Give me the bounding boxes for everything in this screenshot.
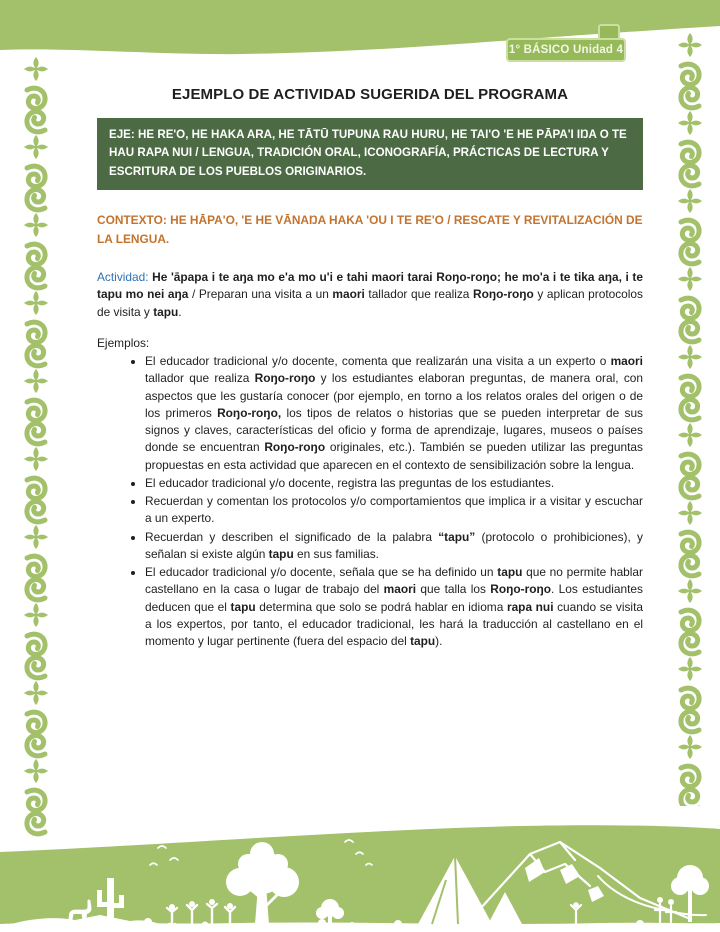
koru-border-left-icon xyxy=(22,56,50,838)
koru-border-right-icon xyxy=(676,32,704,806)
example-bullet: • El educador tradicional y/o docente, señala que se ha definido un tapu que no permite hablar castellano en la casa o lugar de trabajo del maori que talla los Roŋo-roŋo. Los estudiantes deducen que el tapu determina que solo se podrá hablar en idioma rapa nui cuando se visita a los expertos, por tanto, el educador tradicional, les hará la traducción al castellano en el momento y lugar pertinente (fuera del espacio del tapu). xyxy=(145,564,643,650)
context-heading: CONTEXTO: HE HĀPA'O, 'E HE VĀNAŊA HAKA 'OU I TE RE'O / RESCATE Y REVITALIZACIÓN DE LA LENGUA. xyxy=(97,212,643,247)
page-title: EJEMPLO DE ACTIVIDAD SUGERIDA DEL PROGRAMA xyxy=(171,86,569,103)
activity-paragraph: Actividad: He 'āpapa i te aŋa mo e'a mo u'i e tahi maori tarai Roŋo-roŋo; he mo'a i te tika aŋa, i te tapu mo nei aŋa / Preparan una visita a un maori tallador que realiza Roŋo-roŋo y aplican protocolos de visita y tapu. xyxy=(97,269,644,320)
example-bullet: • Recuerdan y comentan los protocolos y/o comportamientos que implica ir a visitar y escuchar a un experto. xyxy=(145,493,643,528)
eje-banner: EJE: HE RE'O, HE HAKA ARA, HE TĀTŪ TUPUNA RAU HURU, HE TAI'O 'E HE PĀPA'I IŊA O TE HAU RAPA NUI / LENGUA, TRADICIÓN ORAL, ICONOGRAFÍA, PRÁCTICAS DE LECTURA Y ESCRITURA DE LOS PUEBLOS ORIGINARIOS. xyxy=(97,118,643,190)
example-bullet: • Recuerdan y describen el significado de la palabra “tapu” (protocolo o prohibiciones), y señalan si existe algún tapu en sus familias. xyxy=(145,529,643,564)
example-bullet: • El educador tradicional y/o docente, registra las preguntas de los estudiantes. xyxy=(145,475,643,492)
document-content xyxy=(97,86,643,651)
examples-heading: Ejemplos: xyxy=(97,336,150,351)
unit-badge xyxy=(506,38,626,62)
unit-badge-label: 1° BÁSICO Unidad 4 xyxy=(508,44,624,56)
footer-landscape-icon xyxy=(0,820,720,932)
examples-list xyxy=(97,353,643,650)
example-bullet: • El educador tradicional y/o docente, comenta que realizarán una visita a un experto o maori tallador que realiza Roŋo-roŋo y los estudiantes elaboran preguntas, de manera oral, con aspectos que les gustaría conocer (por ejemplo, en torno a los relatos orales del origen o de los primeros Roŋo-roŋo, los tipos de relatos o historias que se pueden interpretar de sus signos y claves, características del oficio y forma de aprendizaje, lugares, museos o países donde se encuentran Roŋo-roŋo originales, etc.). También se pueden utilizar las preguntas propuestas en esta actividad que aparecen en el contexto de sensibilización sobre la lengua. xyxy=(145,353,643,474)
